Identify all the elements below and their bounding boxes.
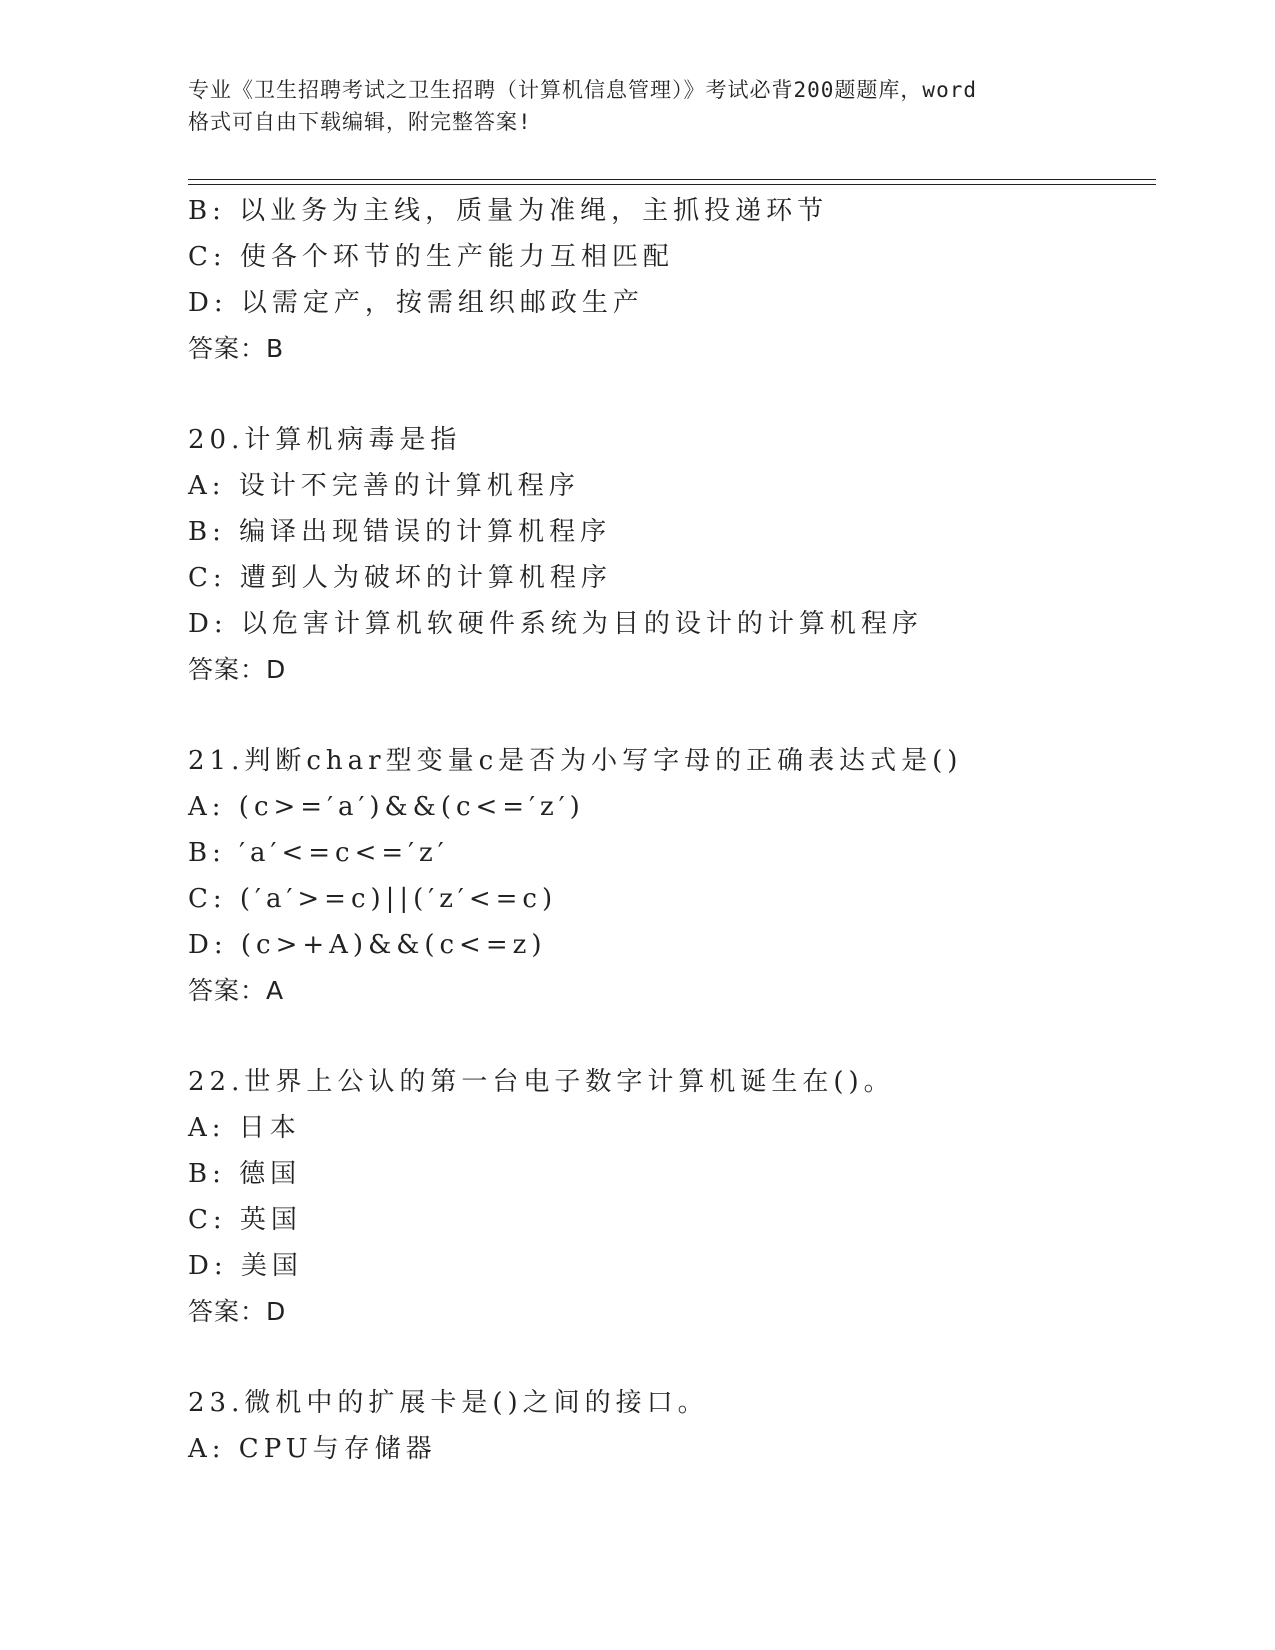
option-c: C: 遭到人为破坏的计算机程序 <box>188 563 612 593</box>
option-d: D: (c>+A)&&(c<=z) <box>188 930 547 960</box>
document-body <box>188 188 1148 1472</box>
option-b: B: 编译出现错误的计算机程序 <box>188 517 612 547</box>
question-stem: 22.世界上公认的第一台电子数字计算机诞生在()。 <box>188 1067 895 1097</box>
option-c: C: 英国 <box>188 1205 302 1235</box>
header-divider-top <box>188 179 1156 180</box>
question-stem: 21.判断char型变量c是否为小写字母的正确表达式是() <box>188 746 963 776</box>
question-22 <box>188 1059 1148 1335</box>
question-23 <box>188 1380 1148 1472</box>
header-line-2: 格式可自由下载编辑，附完整答案! <box>188 110 532 134</box>
answer-line: 答案：A <box>188 976 285 1005</box>
document-header <box>188 74 1088 138</box>
option-b: B: 以业务为主线，质量为准绳，主抓投递环节 <box>188 196 829 226</box>
answer-line: 答案：B <box>188 334 285 363</box>
question-21 <box>188 738 1148 1014</box>
option-a: A: 设计不完善的计算机程序 <box>188 471 580 501</box>
header-divider-bottom <box>188 184 1156 185</box>
question-stem: 20.计算机病毒是指 <box>188 425 462 455</box>
answer-line: 答案：D <box>188 1297 287 1326</box>
option-b: B: 德国 <box>188 1159 302 1189</box>
option-d: D: 以需定产，按需组织邮政生产 <box>188 288 644 318</box>
question-fragment-19 <box>188 188 1148 372</box>
option-a: A: 日本 <box>188 1113 301 1143</box>
option-b: B: ′a′<=c<=′z′ <box>188 838 449 868</box>
answer-line: 答案：D <box>188 655 287 684</box>
header-line-1: 专业《卫生招聘考试之卫生招聘（计算机信息管理）》考试必背200题题库，word <box>188 78 977 102</box>
option-a: A: (c>=′a′)&&(c<=′z′) <box>188 792 585 822</box>
option-a: A: CPU与存储器 <box>188 1434 437 1464</box>
question-stem: 23.微机中的扩展卡是()之间的接口。 <box>188 1388 709 1418</box>
question-20 <box>188 417 1148 693</box>
option-d: D: 以危害计算机软硬件系统为目的设计的计算机程序 <box>188 609 923 639</box>
option-d: D: 美国 <box>188 1251 303 1281</box>
option-c: C: 使各个环节的生产能力互相匹配 <box>188 242 674 272</box>
option-c: C: (′a′>=c)||(′z′<=c) <box>188 884 558 914</box>
